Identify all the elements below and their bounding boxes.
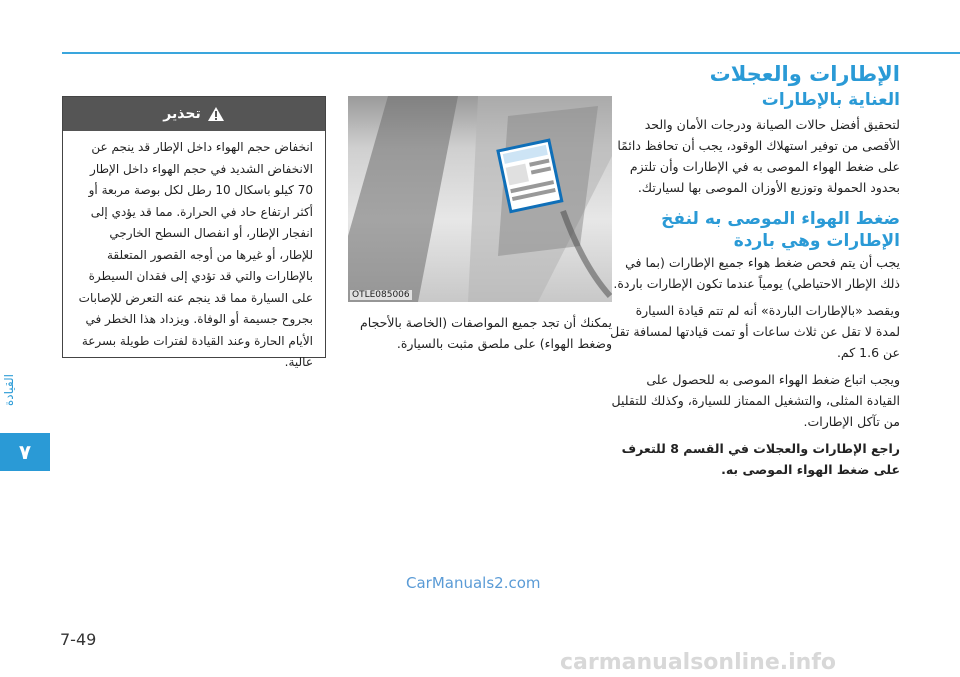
page-number: 7-49 xyxy=(60,630,97,649)
main-column xyxy=(610,62,900,486)
header-rule xyxy=(62,52,960,54)
figure-caption: يمكنك أن تجد جميع المواصفات (الخاصة بالأحجام وضغط الهواء) على ملصق مثبت بالسيارة. xyxy=(360,315,612,351)
sidebar xyxy=(0,0,50,677)
warning-box xyxy=(62,96,326,369)
sidebar-section-label: القيادة xyxy=(2,374,16,406)
page-title: الإطارات والعجلات xyxy=(709,62,900,86)
cold-pressure-para-1: يجب أن يتم فحص ضغط هواء جميع الإطارات (بما في ذلك الإطار الاحتياطي) يومياً عندما تكون الإطارات باردة. xyxy=(613,255,900,291)
tire-info-sticker xyxy=(498,140,562,211)
section-heading-tire-care: العناية بالإطارات xyxy=(761,90,900,110)
door-pillar-illustration xyxy=(348,96,612,302)
watermark-carmanuals2[interactable]: CarManuals2.com xyxy=(406,574,541,592)
chapter-tab[interactable]: ٧ xyxy=(0,433,50,471)
tire-care-text: لتحقيق أفضل حالات الصيانة ودرجات الأمان والحد الأقصى من توفير استهلاك الوقود، يجب أن تحافظ دائمًا على ضغط الهواء الموصى به في الإطارات وأن تلتزم بحدود الحمولة وتوزيع الأوزان الموصى بها لسيارتك. xyxy=(617,117,900,195)
watermark-carmanualsonline[interactable]: carmanualsonline.info xyxy=(560,650,836,675)
warning-header xyxy=(63,97,325,131)
warning-triangle-icon xyxy=(207,106,225,122)
cold-pressure-para-4: راجع الإطارات والعجلات في القسم 8 للتعرف على ضغط الهواء الموصى به. xyxy=(621,441,900,477)
cold-pressure-para-3: ويجب اتباع ضغط الهواء الموصى به للحصول على القيادة المثلى، والتشغيل الممتاز للسيارة، وكذلك للتقليل من تآكل الإطارات. xyxy=(611,372,900,429)
warning-title: تحذير xyxy=(163,106,201,122)
cold-pressure-para-2: ويقصد «بالإطارات الباردة» أنه لم تتم قيادة السيارة لمدة لا تقل عن ثلاث ساعات أو تمت قيادتها لمسافة تقل عن 1.6 كم. xyxy=(610,303,900,360)
warning-text: انخفاض حجم الهواء داخل الإطار قد ينجم عن الانخفاض الشديد في حجم الهواء داخل الإطار 70 كيلو باسكال 10 رطل لكل بوصة مربعة أو أكثر ارتفاع حاد في الحرارة. مما قد يؤدي إلى انفجار الإطار، أو انفصال السطح الخارجي للإطار، أو غيرها من أوجه القصور المتعلقة بالإطارات والتي قد تؤدي إلى فقدان السيطرة على السيارة مما قد ينجم عنه التعرض للإصابات بجروح جسيمة أو الوفاة. ويزداد هذا الخطر في الأيام الحارة وعند القيادة لفترات طويلة بسرعة عالية. xyxy=(78,140,313,369)
section-heading-cold-pressure: ضغط الهواء الموصى به لنفخ الإطارات وهي باردة xyxy=(661,209,900,251)
tire-label-photo xyxy=(348,96,612,302)
figure-code: OTLE085006 xyxy=(352,290,410,300)
